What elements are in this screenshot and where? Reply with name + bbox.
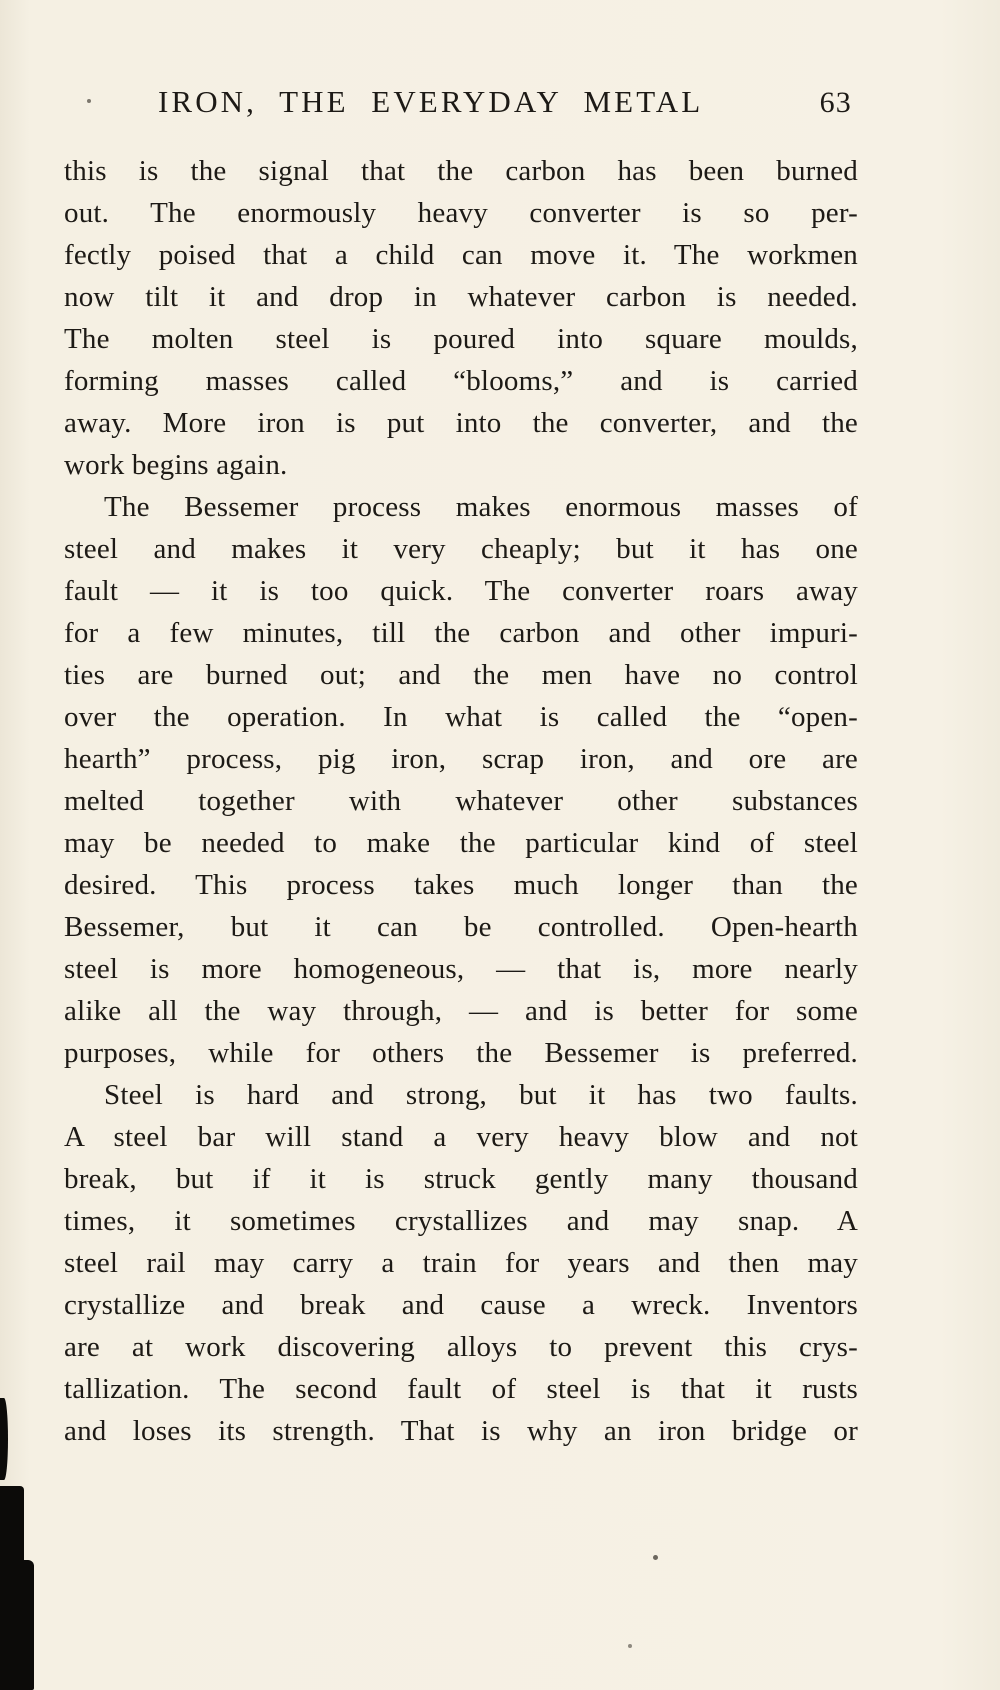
text-line: alike all the way through, — and is better for some [64, 995, 858, 1027]
page-number: 63 [819, 86, 852, 119]
text-line: now tilt it and drop in whatever carbon is needed. [64, 281, 858, 313]
text-line: A steel bar will stand a very heavy blow and not [64, 1121, 858, 1153]
text-line: purposes, while for others the Bessemer is preferred. [64, 1037, 858, 1069]
page-title: IRON, THE EVERYDAY METAL [158, 84, 704, 119]
text-line: are at work discovering alloys to prevent this crys- [64, 1331, 858, 1363]
text-line: crystallize and break and cause a wreck. Inventors [64, 1289, 858, 1321]
text-line: this is the signal that the carbon has been burned [64, 155, 858, 187]
text-line: for a few minutes, till the carbon and other impuri- [64, 617, 858, 649]
text-line: Steel is hard and strong, but it has two faults. [104, 1079, 858, 1111]
page-body [64, 150, 858, 1452]
text-line: and loses its strength. That is why an iron bridge or [64, 1415, 858, 1447]
scan-artifact-edge-thin [0, 1398, 8, 1480]
scan-speck-header [87, 99, 91, 103]
text-line: times, it sometimes crystallizes and may snap. A [64, 1205, 858, 1237]
text-line: fault — it is too quick. The converter roars away [64, 575, 858, 607]
text-line: steel and makes it very cheaply; but it has one [64, 533, 858, 565]
text-line: break, but if it is struck gently many thousand [64, 1163, 858, 1195]
text-line: fectly poised that a child can move it. The workmen [64, 239, 858, 271]
scan-speck-middle [653, 1555, 658, 1560]
text-line: steel rail may carry a train for years and then may [64, 1247, 858, 1279]
scan-artifact-edge-bar-lower [0, 1560, 34, 1690]
text-line: melted together with whatever other substances [64, 785, 858, 817]
text-line: hearth” process, pig iron, scrap iron, and ore are [64, 743, 858, 775]
scan-speck-bottom [628, 1644, 632, 1648]
text-line: steel is more homogeneous, — that is, more nearly [64, 953, 858, 985]
text-line: may be needed to make the particular kind of steel [64, 827, 858, 859]
text-line: desired. This process takes much longer than the [64, 869, 858, 901]
text-line: tallization. The second fault of steel is that it rusts [64, 1373, 858, 1405]
text-line: out. The enormously heavy converter is so per- [64, 197, 858, 229]
running-head [64, 84, 858, 124]
text-line: The molten steel is poured into square moulds, [64, 323, 858, 355]
text-line: Bessemer, but it can be controlled. Open-hearth [64, 911, 858, 943]
text-line: work begins again. [64, 449, 288, 481]
text-line: over the operation. In what is called the “open- [64, 701, 858, 733]
text-line: The Bessemer process makes enormous masses of [104, 491, 858, 523]
text-line: ties are burned out; and the men have no control [64, 659, 858, 691]
text-line: away. More iron is put into the converter, and the [64, 407, 858, 439]
text-line: forming masses called “blooms,” and is carried [64, 365, 858, 397]
